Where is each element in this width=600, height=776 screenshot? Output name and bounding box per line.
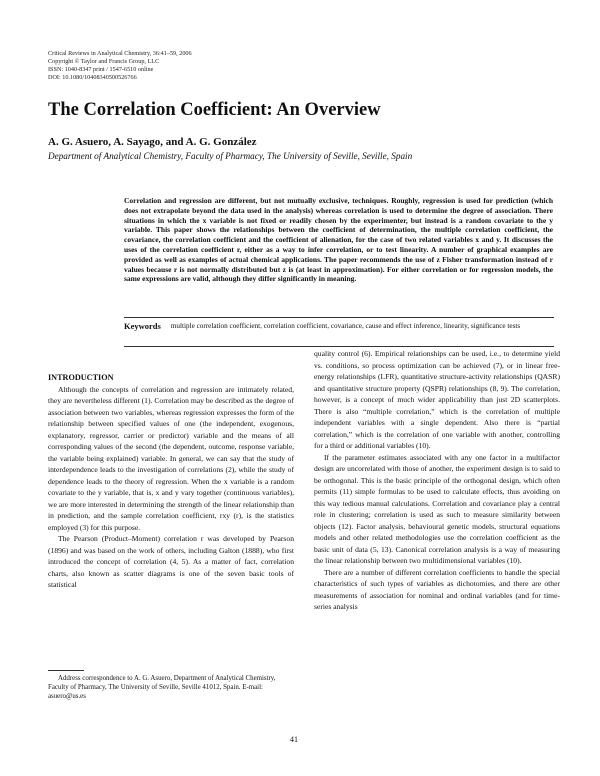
paper-authors: A. G. Asuero, A. Sayago, and A. G. González bbox=[48, 136, 257, 148]
author-affiliation: Department of Analytical Chemistry, Faculty of Pharmacy, The University of Seville, Seville, Spain bbox=[48, 151, 413, 161]
right-column bbox=[314, 348, 560, 613]
abstract: Correlation and regression are different, but not mutually exclusive, techniques. Roughly, regression is used for prediction (which does not extrapolate beyond the data used in the analysis) whereas correlation is used to determine the degree of association. There situations in which the x variable is not fixed or readily chosen by the experimenter, but instead is a random covariate to the y variable. This paper shows the relationships between the coefficient of determination, the multiple correlation coefficient, the covariance, the correlation coefficient and the coefficient of alienation, for the case of two related variables x and y. It discusses the uses of the correlation coefficient r, either as a way to infer correlation, or to test linearity. A number of graphical examples are provided as well as examples of actual chemical applications. The paper recommends the use of z Fisher transformation instead of r values because r is not normally distributed but z is (at least in approximation). For either correlation or for regression models, the same expressions are valid, although they differ significantly in meaning. bbox=[124, 196, 553, 284]
correspondence-footnote: Address correspondence to A. G. Asuero, Department of Analytical Chemistry, Faculty of Pharmacy, The University of Seville, Seville 41012, Spain. E-mail: asuero@us.es bbox=[48, 675, 276, 700]
keywords-bottom-rule bbox=[124, 346, 554, 347]
paper-title: The Correlation Coefficient: An Overview bbox=[48, 100, 381, 120]
page-number: 41 bbox=[290, 735, 298, 744]
journal-meta-doi: DOI: 10.1080/10408340500526766 bbox=[48, 74, 137, 81]
keywords-block bbox=[124, 321, 554, 332]
keywords-top-rule bbox=[124, 317, 554, 318]
intro-paragraph-2: The Pearson (Product–Moment) correlation r was developed by Pearson (1896) and was based on the work of others, including Galton (1888), who first introduced the concept of correlation (4, 5). As a matter of fact, correlation charts, also known as scatter diagrams is one of the seven basic tools of statistical bbox=[48, 534, 294, 589]
intro-paragraph-1: Although the concepts of correlation and regression are intimately related, they are nevertheless different (1). Correlation may be described as the degree of association between two variables, whereas regression expresses the form of the relationship between specified values of one (the independent, exogenous, explanatory, regressor, carrier or predictor) variable and the means of all corresponding values of the second (the dependent, outcome, response variable, the variable being explained) variable. In general, we can say that the study of interdependence leads to the investigation of correlations (2), while the study of dependence leads to the theory of regression. When the x variable is a random covariate to the y variable, that is, x and y vary together (continuous variables), we are more interested in determining the strength of the linear relationship than in prediction, and the sample correlation coefficient, rxy (r), is the statistics employed (3) for this purpose. bbox=[48, 384, 294, 532]
right-paragraph-3: There are a number of different correlation coefficients to handle the special characteristics of such types of variables as dichotomies, and there are other measurements of association for nominal and ordinal variables (and for time-series analysis bbox=[314, 567, 560, 611]
section-heading-introduction: INTRODUCTION bbox=[48, 373, 114, 382]
keywords-text: multiple correlation coefficient, correlation coefficient, covariance, cause and effect inference, linearity, significance tests bbox=[170, 322, 521, 330]
right-paragraph-2: If the parameter estimates associated with any one factor in a multifactor design are uncorrelated with those of another, the experiment design is to said to be orthogonal. This is the basic principle of the orthogonal design, which often permits (11) simple formulas to be used to calculate effects, thus avoiding on this way tedious manual calculations. Correlation and covariance play a central role in clustering; correlation is used as such to measure similarity between objects (12). Factor analysis, behavioural genetic models, structural equations models and other related methodologies use the correlation coefficient as the basic unit of data (5, 13). Canonical correlation analysis is a way of measuring the linear relationship between two multidimensional variables (10). bbox=[314, 452, 560, 565]
footnote-rule bbox=[48, 670, 84, 671]
journal-meta-issn: ISSN: 1040-8347 print / 1547-6510 online bbox=[48, 66, 154, 73]
journal-meta-citation: Critical Reviews in Analytical Chemistry, 36:41–59, 2006 bbox=[48, 50, 192, 57]
journal-meta-copyright: Copyright © Taylor and Francis Group, LLC bbox=[48, 58, 160, 65]
right-paragraph-1: quality control (6). Empirical relationships can be used, i.e., to determine yield vs. conditions, so process optimization can be achieved (7), or in linear free-energy relationships (LFR), quantitative structure-activity relationships (QASR) and quantitative structure property (QSPR) relationships (8, 9). The correlation, however, is a concept of much wider applicability than just 2D scatterplots. There is also “multiple correlation,” which is the correlation of multiple independent variables with a single dependent. Also there is “partial correlation,” which is the correlation of one variable with another, controlling for a third or additional variables (10). bbox=[314, 349, 560, 450]
journal-meta bbox=[48, 50, 192, 82]
left-column bbox=[48, 372, 294, 591]
keywords-label: Keywords bbox=[124, 321, 161, 331]
